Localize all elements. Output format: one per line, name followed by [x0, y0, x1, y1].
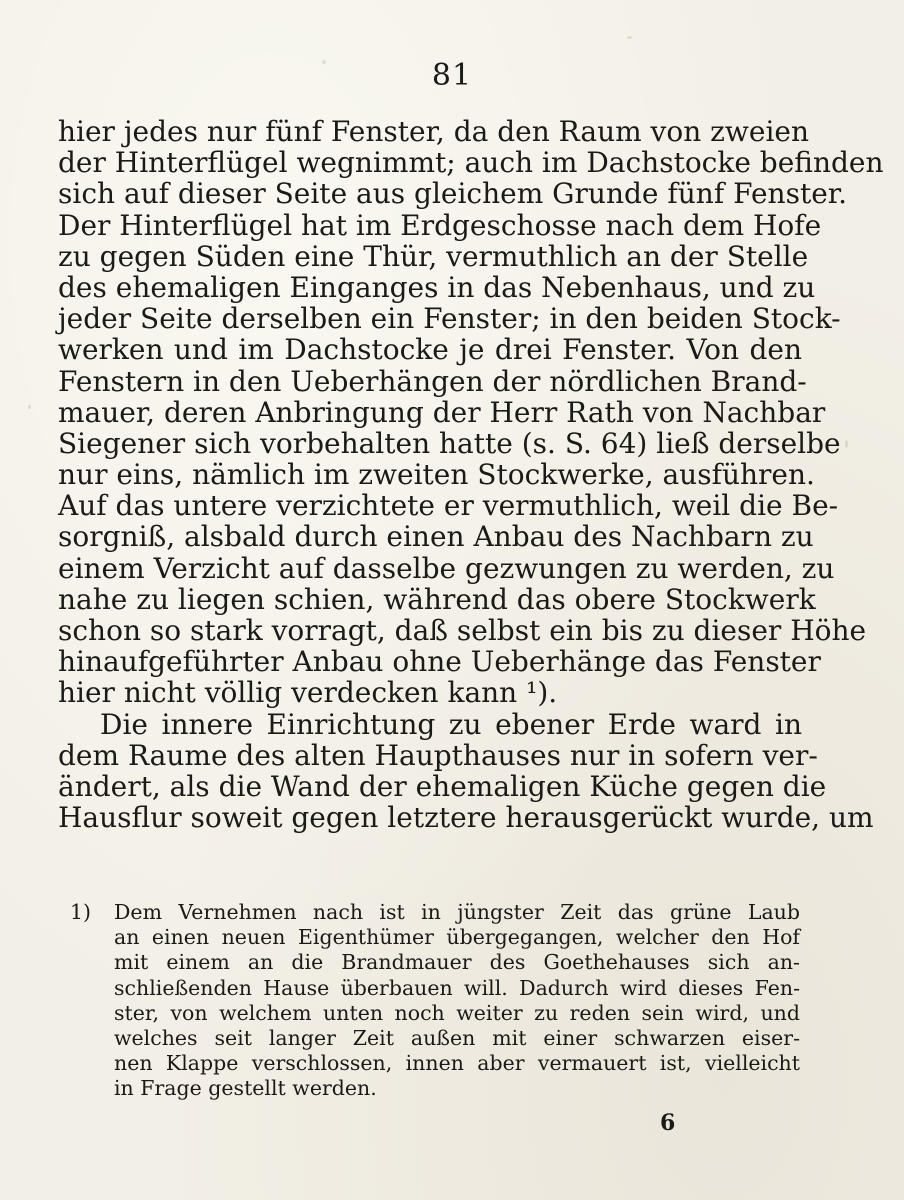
footnote-line: welches seit langer Zeit außen mit einer schwarzen eiser- — [114, 1025, 800, 1050]
footnote-line: in Frage gestellt werden. — [114, 1076, 377, 1101]
signature-mark: 6 — [660, 1110, 676, 1136]
text-line: Der Hinterflügel hat im Erdgeschosse nach dem Hofe — [58, 208, 822, 242]
text-line: ändert, als die Wand der ehemaligen Küche gegen die — [58, 769, 827, 803]
footnote-line: nen Klappe verschlossen, innen aber vermauert ist, vielleicht — [114, 1051, 800, 1076]
text-line: hier jedes nur fünf Fenster, da den Raum von zweien — [58, 115, 810, 148]
text-line: Die innere Einrichtung zu ebener Erde ward in — [100, 707, 802, 741]
text-line: zu gegen Süden eine Thür, vermuthlich an der Stelle — [58, 239, 809, 273]
footnote-text: Dem Vernehmen nach ist in jüngster Zeit das grüne Laub — [114, 900, 800, 924]
text-line: hier nicht völlig verdecken kann ¹). — [58, 676, 558, 710]
paper-speck — [28, 405, 31, 409]
footnote-marker: 1) — [70, 900, 92, 924]
text-line: einem Verzicht auf dasselbe gezwungen zu werden, zu — [58, 551, 835, 585]
body-text — [58, 115, 884, 835]
text-line: Fenstern in den Ueberhängen der nördlichen Brand- — [58, 364, 807, 398]
footnote-line — [70, 900, 800, 925]
text-line: mauer, deren Anbringung der Herr Rath von Nachbar — [58, 395, 826, 429]
text-line: jeder Seite derselben ein Fenster; in den beiden Stock- — [58, 302, 841, 336]
text-line: der Hinterflügel wegnimmt; auch im Dachstocke befinden — [58, 146, 884, 180]
footnote-line: schließenden Hause überbauen will. Dadurch wird dieses Fen- — [114, 975, 800, 1000]
footnote-line: an einen neuen Eigenthümer übergegangen, welcher den Hof — [114, 925, 800, 950]
text-line: Auf das untere verzichtete er vermuthlich, weil die Be- — [58, 489, 839, 523]
paper-speck — [845, 440, 848, 448]
page-number: 81 — [431, 58, 473, 93]
footnote-line: mit einem an die Brandmauer des Goethehauses sich an- — [114, 950, 800, 975]
paper-speck — [322, 60, 326, 64]
text-line: hinaufgeführter Anbau ohne Ueberhänge das Fenster — [58, 645, 821, 679]
text-line: schon so stark vorragt, daß selbst ein bis zu dieser Höhe — [58, 614, 867, 647]
footnote — [70, 900, 800, 1102]
text-line: dem Raume des alten Haupthauses nur in sofern ver- — [58, 738, 818, 772]
text-line: Hausflur soweit gegen letztere herausgerückt wurde, um — [58, 801, 874, 835]
text-line: werken und im Dachstocke je drei Fenster. Von den — [58, 333, 802, 367]
paper-speck — [627, 36, 632, 39]
text-line: Siegener sich vorbehalten hatte (s. S. 64) ließ derselbe — [58, 426, 841, 460]
text-line: nahe zu liegen schien, während das obere Stockwerk — [58, 582, 816, 616]
text-line: des ehemaligen Einganges in das Nebenhaus, und zu — [58, 270, 816, 304]
text-line: nur eins, nämlich im zweiten Stockwerke, ausführen. — [58, 458, 815, 492]
text-line: sorgniß, alsbald durch einen Anbau des Nachbarn zu — [58, 520, 814, 554]
text-line: sich auf dieser Seite aus gleichem Grunde fünf Fenster. — [58, 177, 847, 211]
footnote-line: ster, von welchem unten noch weiter zu reden sein wird, und — [114, 1000, 800, 1025]
